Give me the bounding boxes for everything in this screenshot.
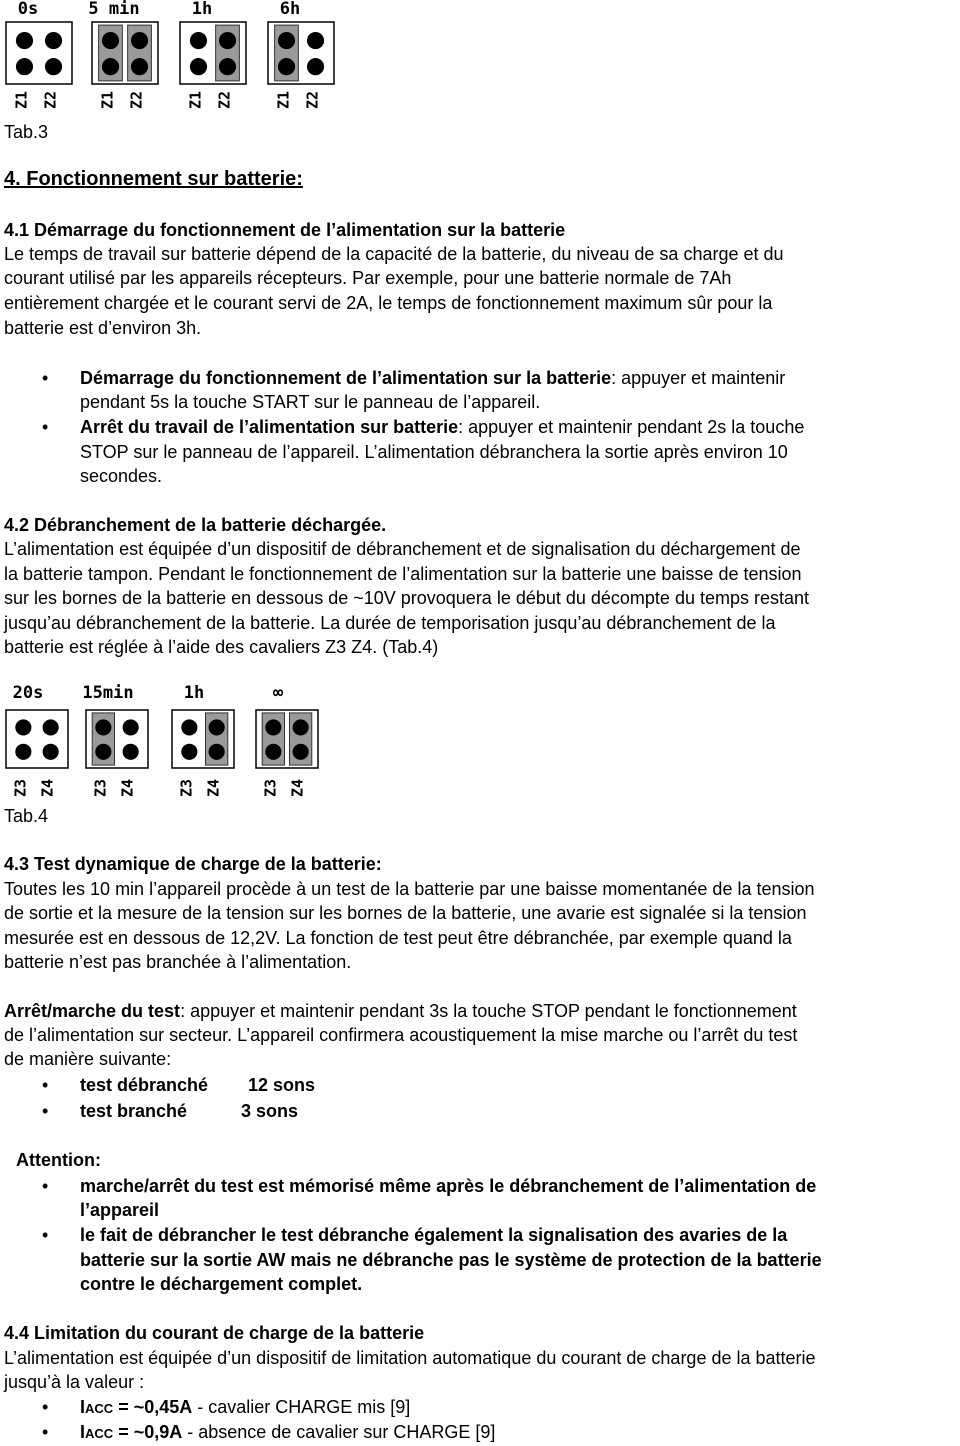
iacc-symbol: IACC bbox=[80, 1397, 114, 1417]
jumper-pin bbox=[45, 32, 62, 49]
bullet-start-line1 bbox=[80, 366, 785, 390]
jumper-pin bbox=[102, 32, 119, 49]
pin-label: Z3 bbox=[177, 778, 196, 798]
current-limit-jumper-on bbox=[80, 1395, 410, 1421]
section-44-para-line: jusqu’à la valeur : bbox=[4, 1372, 145, 1392]
section-42-para-line: sur les bornes de la batterie en dessous de ~10V provoquera le début du décompte du temps restant bbox=[4, 588, 810, 608]
bullet-dot: • bbox=[42, 1422, 49, 1442]
tab4-caption: Tab.4 bbox=[4, 806, 49, 826]
jumper-header: 1h bbox=[183, 683, 205, 703]
jumper-block bbox=[6, 710, 68, 768]
bullet-dot: • bbox=[42, 368, 49, 388]
jumper-header: 6h bbox=[279, 0, 301, 19]
test-on-label: test branché bbox=[80, 1101, 188, 1121]
section-42-para-line: batterie est réglée à l’aide des cavaliers Z3 Z4. (Tab.4) bbox=[4, 637, 439, 657]
jumper-header: 1h bbox=[191, 0, 213, 19]
section-42-para-line: L’alimentation est équipée d’un dispositif de débranchement et de signalisation du déchargement de bbox=[4, 539, 801, 559]
jumper-pin bbox=[131, 32, 148, 49]
attention-item1-line2: l’appareil bbox=[80, 1200, 160, 1220]
section-4-title: 4. Fonctionnement sur batterie: bbox=[4, 168, 303, 190]
test-toggle-line3: de manière suivante: bbox=[4, 1049, 172, 1069]
pin-label: Z4 bbox=[38, 778, 57, 798]
pin-label: Z2 bbox=[303, 90, 322, 110]
jumper-pin bbox=[293, 719, 309, 735]
jumper-pin bbox=[265, 744, 281, 760]
bullet-dot: • bbox=[42, 1225, 49, 1245]
jumper-pin bbox=[209, 719, 225, 735]
pin-label: Z1 bbox=[274, 90, 293, 110]
attention-item2-line3: contre le déchargement complet. bbox=[80, 1274, 363, 1294]
jumper-header: 15min bbox=[82, 683, 134, 703]
jumper-pin bbox=[15, 744, 31, 760]
test-off-value: 12 sons bbox=[248, 1075, 316, 1095]
section-44-title: 4.4 Limitation du courant de charge de la batterie bbox=[4, 1323, 425, 1343]
test-toggle-line1 bbox=[4, 999, 797, 1023]
bullet-stop-line3: secondes. bbox=[80, 466, 163, 486]
bullet-dot: • bbox=[42, 417, 49, 437]
section-44-para-line: L’alimentation est équipée d’un dispositif de limitation automatique du courant de charge de la batterie bbox=[4, 1348, 816, 1368]
jumper-pin bbox=[181, 719, 197, 735]
tab3-caption: Tab.3 bbox=[4, 122, 49, 142]
pin-label: Z1 bbox=[186, 90, 205, 110]
section-43-para-line: batterie n’est pas branchée à l’alimentation. bbox=[4, 952, 352, 972]
bullet-stop-line1 bbox=[80, 415, 804, 439]
bullet-dot: • bbox=[42, 1176, 49, 1196]
pin-label: Z3 bbox=[261, 778, 280, 798]
iacc-desc: - absence de cavalier sur CHARGE [9] bbox=[182, 1422, 496, 1442]
section-43-para-line: de sortie et la mesure de la tension sur les bornes de la batterie, une avarie est signalée si la tension bbox=[4, 903, 807, 923]
bullet-dot: • bbox=[42, 1397, 49, 1417]
iacc-value: = ~0,9A bbox=[113, 1422, 183, 1442]
attention-item2-line2: batterie sur la sortie AW mais ne débranche pas le système de protection de la batterie bbox=[80, 1250, 822, 1270]
attention-item2-line1: le fait de débrancher le test débranche également la signalisation des avaries de la bbox=[80, 1225, 788, 1245]
jumper-pin bbox=[265, 719, 281, 735]
current-limit-jumper-off bbox=[80, 1420, 495, 1446]
pin-label: Z2 bbox=[127, 90, 146, 110]
section-43-para-line: mesurée est en dessous de 12,2V. La fonction de test peut être débranchée, par exemple quand la bbox=[4, 928, 792, 948]
iacc-desc: - cavalier CHARGE mis [9] bbox=[192, 1397, 411, 1417]
bullet-stop-bold: Arrêt du travail de l’alimentation sur batterie bbox=[80, 417, 459, 437]
tab3-jumper-diagram bbox=[0, 0, 360, 118]
tab4-jumper-diagram bbox=[0, 678, 360, 806]
bullet-stop-line2: STOP sur le panneau de l’appareil. L’alimentation débranchera la sortie après environ 10 bbox=[80, 442, 788, 462]
bullet-start-bold: Démarrage du fonctionnement de l’alimentation sur la batterie bbox=[80, 368, 612, 388]
jumper-pin bbox=[95, 719, 111, 735]
jumper-pin bbox=[123, 744, 139, 760]
jumper-pin bbox=[293, 744, 309, 760]
section-43-para-line: Toutes les 10 min l’appareil procède à un test de la batterie par une baisse momentanée de la tension bbox=[4, 879, 815, 899]
pin-label: Z1 bbox=[98, 90, 117, 110]
jumper-block bbox=[6, 22, 72, 84]
jumper-pin bbox=[123, 719, 139, 735]
pin-label: Z3 bbox=[11, 778, 30, 798]
test-toggle-line2: de l’alimentation sur secteur. L’appareil confirmera acoustiquement la mise marche ou l’arrêt du test bbox=[4, 1025, 798, 1045]
pin-label: Z4 bbox=[288, 778, 307, 798]
jumper-pin bbox=[209, 744, 225, 760]
bullet-dot: • bbox=[42, 1101, 49, 1121]
section-43-title: 4.3 Test dynamique de charge de la batterie: bbox=[4, 854, 382, 874]
section-41-title: 4.1 Démarrage du fonctionnement de l’alimentation sur la batterie bbox=[4, 220, 566, 240]
pin-label: Z2 bbox=[215, 90, 234, 110]
jumper-header: 5 min bbox=[88, 0, 140, 19]
jumper-pin bbox=[43, 744, 59, 760]
iacc-symbol: IACC bbox=[80, 1422, 114, 1442]
jumper-pin bbox=[15, 719, 31, 735]
attention-title: Attention: bbox=[16, 1150, 101, 1170]
section-41-para-line: batterie est d’environ 3h. bbox=[4, 318, 202, 338]
jumper-pin bbox=[219, 32, 236, 49]
jumper-pin bbox=[278, 58, 295, 75]
section-42-para-line: la batterie tampon. Pendant le fonctionnement de l’alimentation sur la batterie une baisse de tension bbox=[4, 564, 802, 584]
test-toggle-rest: : appuyer et maintenir pendant 3s la touche STOP pendant le fonctionnement bbox=[180, 1001, 797, 1021]
jumper-pin bbox=[16, 58, 33, 75]
jumper-pin bbox=[181, 744, 197, 760]
pin-label: Z3 bbox=[91, 778, 110, 798]
jumper-pin bbox=[45, 58, 62, 75]
jumper-header: 0s bbox=[17, 0, 39, 19]
test-toggle-bold: Arrêt/marche du test bbox=[4, 1001, 181, 1021]
jumper-pin bbox=[43, 719, 59, 735]
section-42-para-line: jusqu’au débranchement de la batterie. La durée de temporisation jusqu’au débranchement de la bbox=[4, 613, 776, 633]
jumper-pin bbox=[307, 58, 324, 75]
jumper-pin bbox=[16, 32, 33, 49]
bullet-stop-rest: : appuyer et maintenir pendant 2s la touche bbox=[458, 417, 805, 437]
jumper-header: ∞ bbox=[272, 683, 284, 703]
jumper-pin bbox=[219, 58, 236, 75]
jumper-pin bbox=[102, 58, 119, 75]
jumper-pin bbox=[190, 32, 207, 49]
test-off-label: test débranché bbox=[80, 1075, 209, 1095]
bullet-start-rest: : appuyer et maintenir bbox=[611, 368, 786, 388]
jumper-pin bbox=[190, 58, 207, 75]
bullet-dot: • bbox=[42, 1075, 49, 1095]
iacc-value: = ~0,45A bbox=[113, 1397, 193, 1417]
pin-label: Z2 bbox=[41, 90, 60, 110]
jumper-pin bbox=[307, 32, 324, 49]
jumper-header: 20s bbox=[12, 683, 44, 703]
test-on-value: 3 sons bbox=[241, 1101, 299, 1121]
section-41-para-line: entièrement chargée et le courant servi de 2A, le temps de fonctionnement maximum sûr pour la bbox=[4, 293, 773, 313]
bullet-start-line2: pendant 5s la touche START sur le panneau de l’appareil. bbox=[80, 392, 541, 412]
pin-label: Z1 bbox=[12, 90, 31, 110]
pin-label: Z4 bbox=[204, 778, 223, 798]
section-41-para-line: Le temps de travail sur batterie dépend de la capacité de la batterie, du niveau de sa charge et du bbox=[4, 244, 784, 264]
section-41-para-line: courant utilisé par les appareils récepteurs. Par exemple, pour une batterie normale de 7Ah bbox=[4, 268, 732, 288]
section-42-title: 4.2 Débranchement de la batterie déchargée. bbox=[4, 515, 387, 535]
attention-item1-line1: marche/arrêt du test est mémorisé même après le débranchement de l’alimentation de bbox=[80, 1176, 817, 1196]
jumper-pin bbox=[95, 744, 111, 760]
jumper-pin bbox=[278, 32, 295, 49]
pin-label: Z4 bbox=[118, 778, 137, 798]
jumper-pin bbox=[131, 58, 148, 75]
